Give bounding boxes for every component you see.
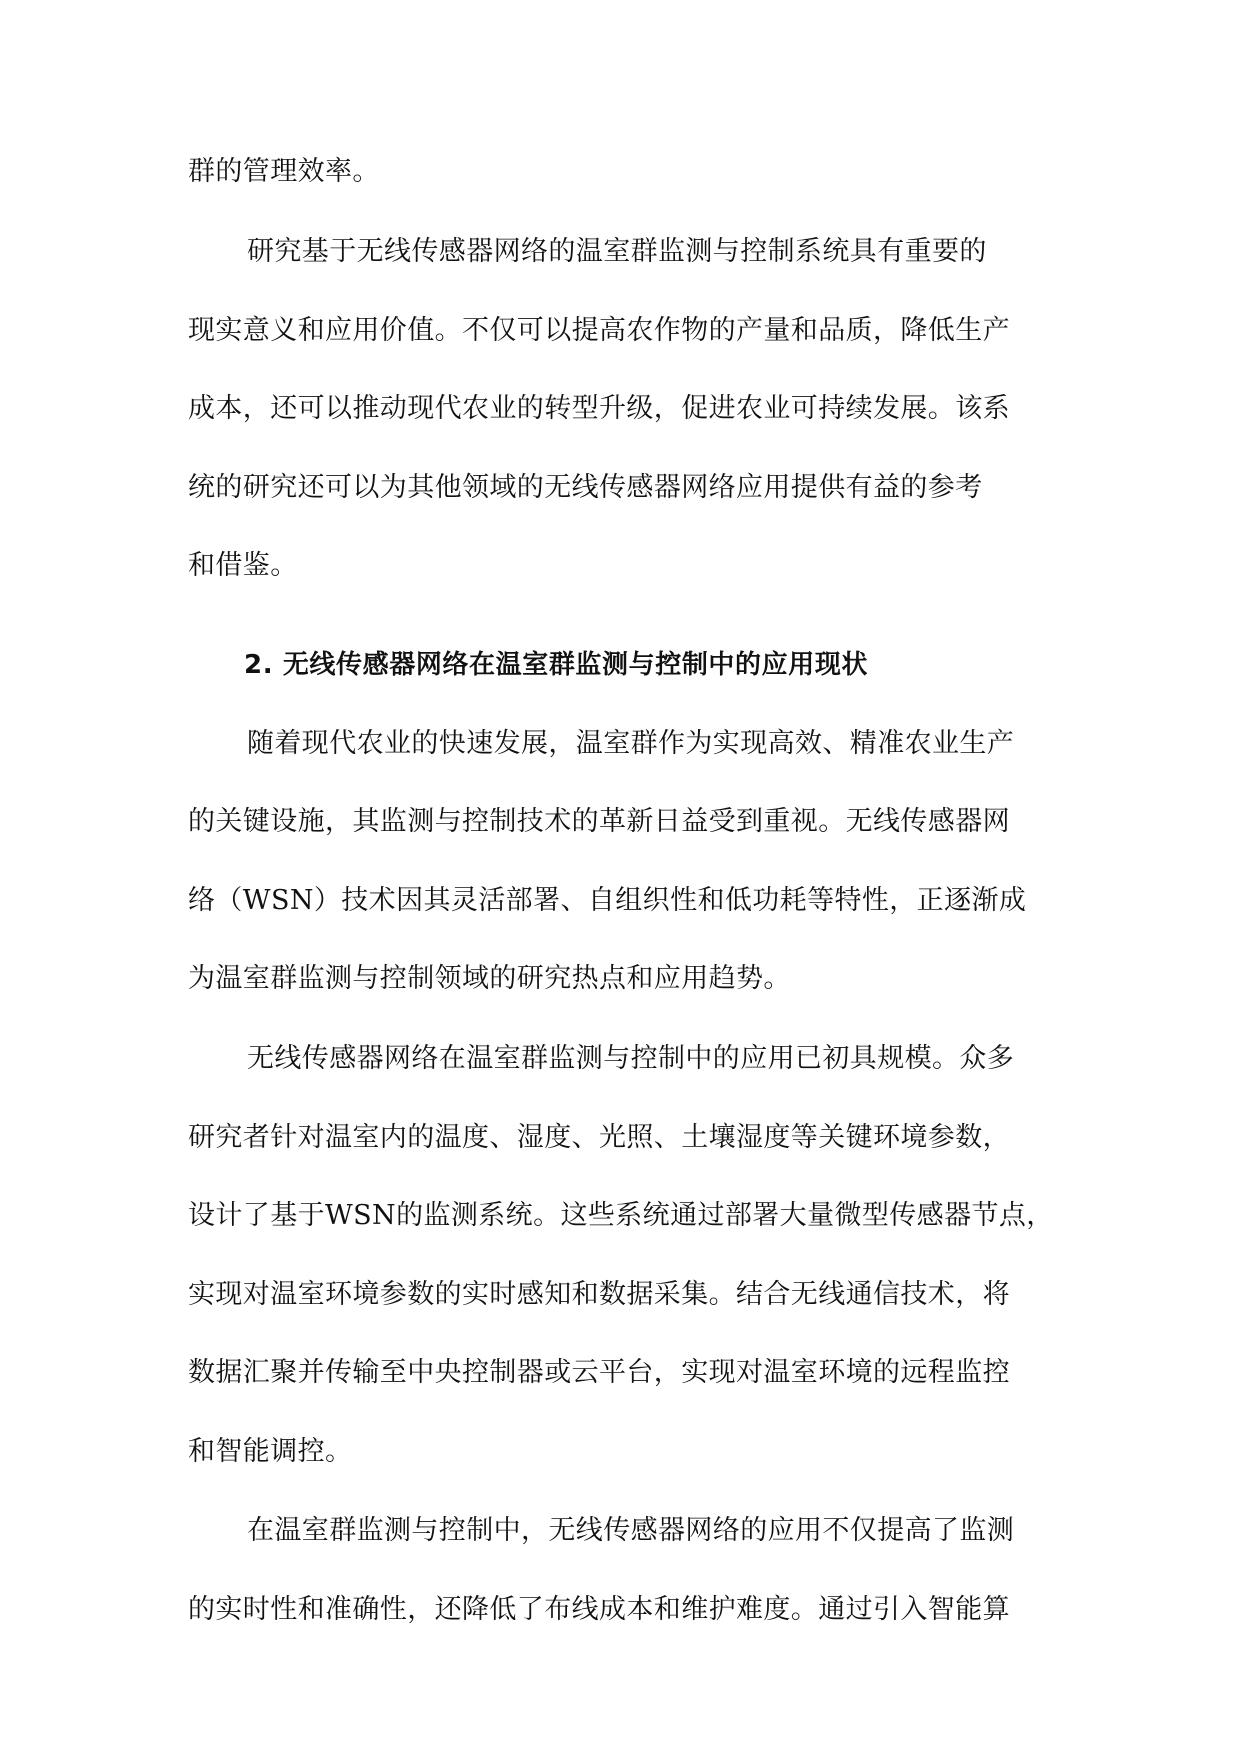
text-line: 和借鉴。 [188, 550, 298, 581]
text-line: 为温室群监测与控制领域的研究热点和应用趋势。 [188, 963, 791, 994]
text-line: 数据汇聚并传输至中央控制器或云平台，实现对温室环境的远程监控 [188, 1357, 1010, 1388]
text-line: 群的管理效率。 [188, 156, 380, 187]
text-line: 在温室群监测与控制中，无线传感器网络的应用不仅提高了监测 [247, 1515, 1015, 1546]
text-line: 统的研究还可以为其他领域的无线传感器网络应用提供有益的参考 [188, 472, 983, 503]
text-line: 随着现代农业的快速发展，温室群作为实现高效、精准农业生产 [247, 728, 1015, 759]
text-line: 无线传感器网络在温室群监测与控制中的应用已初具规模。众多 [247, 1043, 1015, 1074]
text-line: 的关键设施，其监测与控制技术的革新日益受到重视。无线传感器网 [188, 806, 1010, 837]
section-heading: 2. 无线传感器网络在温室群监测与控制中的应用现状 [244, 650, 869, 680]
text-line: 的实时性和准确性，还降低了布线成本和维护难度。通过引入智能算 [188, 1594, 1010, 1625]
text-line: 现实意义和应用价值。不仅可以提高农作物的产量和品质，降低生产 [188, 315, 1010, 346]
text-line: 实现对温室环境参数的实时感知和数据采集。结合无线通信技术，将 [188, 1279, 1010, 1310]
text-line: 研究者针对温室内的温度、湿度、光照、土壤湿度等关键环境参数， [188, 1122, 1010, 1153]
text-line: 和智能调控。 [188, 1436, 353, 1467]
text-line: 络（WSN）技术因其灵活部署、自组织性和低功耗等特性，正逐渐成 [188, 885, 1027, 916]
text-line: 成本，还可以推动现代农业的转型升级，促进农业可持续发展。该系 [188, 393, 1010, 424]
text-line: 研究基于无线传感器网络的温室群监测与控制系统具有重要的 [247, 236, 987, 267]
text-line: 设计了基于WSN的监测系统。这些系统通过部署大量微型传感器节点， [188, 1200, 1054, 1231]
